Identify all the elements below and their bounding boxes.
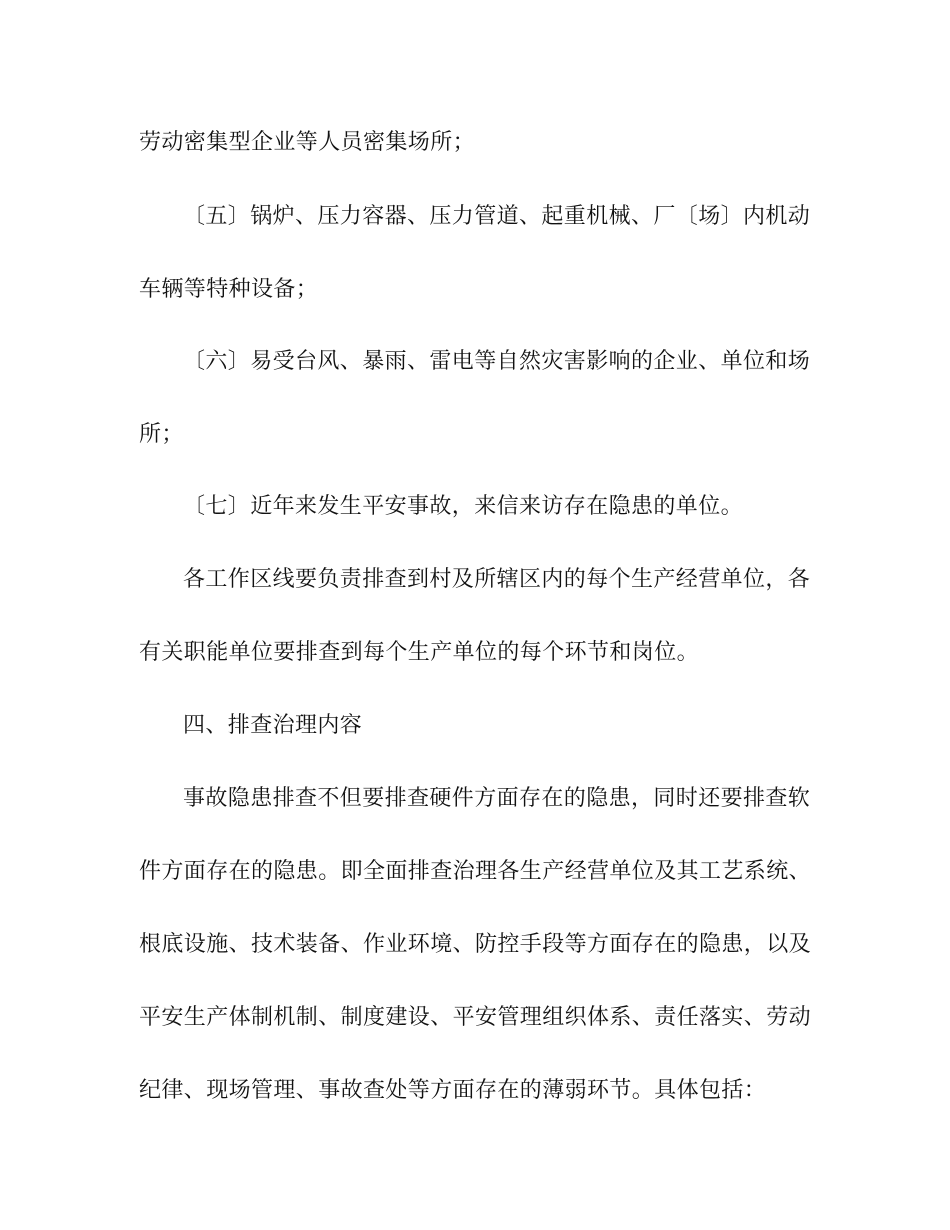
text-line-3: 车辆等特种设备； xyxy=(139,277,319,302)
section-heading: 四、排查治理内容 xyxy=(183,713,363,738)
text-line-13: 平安生产体制机制、制度建设、平安管理组织体系、责任落实、劳动 xyxy=(139,1005,812,1030)
text-line-8: 有关职能单位要排查到每个生产单位的每个环节和岗位。 xyxy=(139,640,700,665)
text-line-12: 根底设施、技术装备、作业环境、防控手段等方面存在的隐患，以及 xyxy=(139,932,812,957)
text-line-5: 所； xyxy=(139,422,184,447)
text-line-7: 各工作区线要负责排查到村及所辖区内的每个生产经营单位，各 xyxy=(183,567,811,592)
text-line-4: 〔六〕易受台风、暴雨、雷电等自然灾害影响的企业、单位和场 xyxy=(183,349,811,374)
text-line-11: 件方面存在的隐患。即全面排查治理各生产经营单位及其工艺系统、 xyxy=(139,859,812,884)
text-line-6: 〔七〕近年来发生平安事故，来信来访存在隐患的单位。 xyxy=(183,494,744,519)
text-line-10: 事故隐患排查不但要排查硬件方面存在的隐患，同时还要排查软 xyxy=(183,786,811,811)
text-line-1: 劳动密集型企业等人员密集场所； xyxy=(139,130,476,155)
text-line-2: 〔五〕锅炉、压力容器、压力管道、起重机械、厂〔场〕内机动 xyxy=(183,204,811,229)
text-line-14: 纪律、现场管理、事故查处等方面存在的薄弱环节。具体包括： xyxy=(139,1078,767,1103)
